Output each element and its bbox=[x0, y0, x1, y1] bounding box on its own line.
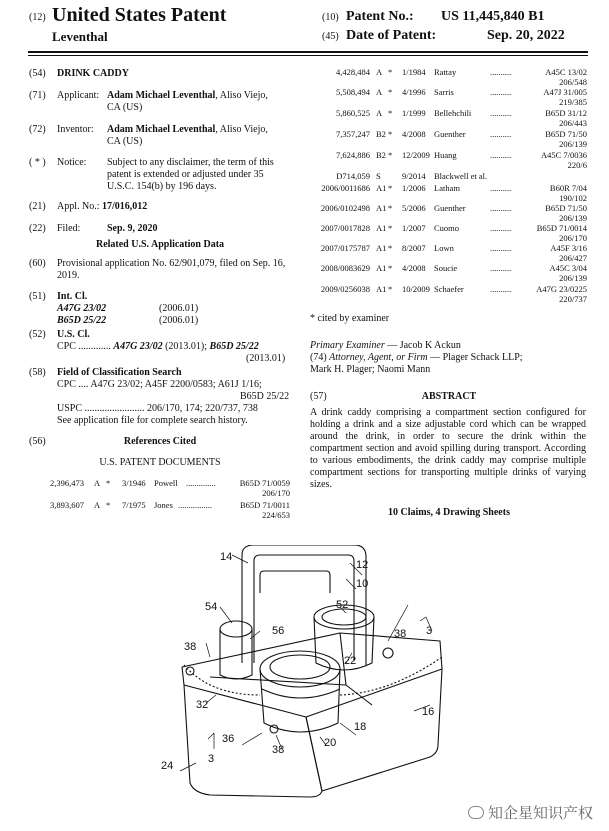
ref-kind: B2 bbox=[376, 150, 386, 160]
watermark bbox=[468, 802, 593, 823]
intcl-label: Int. Cl. bbox=[57, 291, 88, 302]
attorney-name-2: Mark H. Plager; Naomi Mann bbox=[310, 364, 431, 375]
code-52: (52) bbox=[29, 329, 46, 340]
ref-number: 7,624,886 bbox=[336, 150, 370, 160]
table-row: 3,893,607 A * 7/1975 Jones ................ bbox=[50, 500, 212, 510]
fig-label-22: 22 bbox=[344, 655, 357, 667]
cited-note: * cited by examiner bbox=[310, 313, 390, 324]
ref-date: 8/2007 bbox=[402, 243, 426, 253]
attorney-name: — Plager Schack LLP; bbox=[430, 352, 523, 363]
table-row: 2009/0256038 A1 * 10/2009 Schaefer .......... bbox=[300, 284, 590, 294]
claims-summary: 10 Claims, 4 Drawing Sheets bbox=[388, 507, 510, 518]
cpc-date-1: (2013.01); bbox=[165, 341, 208, 352]
table-row: 4,428,484 A * 1/1984 Rattay .......... bbox=[300, 67, 590, 77]
ref-star: * bbox=[388, 284, 393, 294]
ref-kind: A1 bbox=[376, 223, 387, 233]
ref-class: A45F 3/16 bbox=[550, 243, 587, 253]
fig-label-38: 38 bbox=[394, 628, 407, 640]
ref-class: B65D 71/50 bbox=[545, 129, 587, 139]
ref-class: B65D 71/0014 bbox=[536, 223, 587, 233]
patent-title-banner: United States Patent bbox=[52, 4, 227, 26]
appl-line bbox=[57, 201, 147, 213]
ref-kind: A1 bbox=[376, 203, 387, 213]
field-label: Field of Classification Search bbox=[57, 367, 182, 378]
field-cpc-2: B65D 25/22 bbox=[240, 391, 290, 402]
fig-label-52: 52 bbox=[336, 599, 349, 611]
table-row: 7,624,886 B2 * 12/2009 Huang .......... bbox=[300, 150, 590, 160]
ref-date: 4/2008 bbox=[402, 129, 426, 139]
ref-kind: A1 bbox=[376, 284, 387, 294]
patent-no-label: Patent No.: bbox=[346, 9, 414, 24]
leader-54 bbox=[220, 607, 232, 623]
ref-kind: A1 bbox=[376, 243, 387, 253]
ref-number: 2007/0175787 bbox=[320, 243, 370, 253]
code-72: (72) bbox=[29, 124, 46, 135]
filed-label: Filed: bbox=[57, 223, 81, 234]
notice-label: Notice: bbox=[57, 157, 87, 168]
fig-label-14: 14 bbox=[220, 551, 233, 563]
fig-label-10: 10 bbox=[356, 578, 369, 590]
ref-name: Guenther bbox=[434, 129, 466, 139]
table-row bbox=[300, 171, 590, 181]
ref-class-2: 206/443 bbox=[559, 118, 587, 128]
inventor-country: CA (US) bbox=[107, 136, 143, 147]
inventor-location: , Aliso Viejo, bbox=[215, 124, 268, 135]
ref-date: 1/2007 bbox=[402, 223, 426, 233]
cup-band bbox=[262, 689, 340, 698]
ref-class-2: 206/427 bbox=[559, 253, 587, 263]
leader-36 bbox=[242, 733, 262, 745]
ref-star: * bbox=[106, 478, 111, 488]
ref-date: 1/1984 bbox=[402, 67, 426, 77]
abstract-heading: ABSTRACT bbox=[421, 391, 477, 402]
field-uspc: USPC ........................ 206/170, 174; 220/737, 738 bbox=[57, 403, 258, 414]
ref-number: 5,508,494 bbox=[336, 87, 370, 97]
ref-star: * bbox=[388, 129, 393, 139]
ref-star: * bbox=[106, 500, 111, 510]
ref-number: 2008/0083629 bbox=[320, 263, 370, 273]
wechat-icon bbox=[468, 806, 484, 819]
ref-kind: B2 bbox=[376, 129, 386, 139]
table-row: 2007/0017828 A1 * 1/2007 Cuomo .......... bbox=[300, 223, 590, 233]
ref-star: * bbox=[388, 203, 393, 213]
fig-label-3: 3 bbox=[208, 753, 215, 765]
ref-number: D714,059 bbox=[336, 171, 370, 181]
attorney-label: Attorney, Agent, or Firm bbox=[329, 352, 428, 363]
ref-name: Blackwell et al. bbox=[434, 171, 488, 181]
code-notice: ( * ) bbox=[29, 157, 46, 168]
applicant-country: CA (US) bbox=[107, 102, 143, 113]
ref-date: 3/1946 bbox=[122, 478, 146, 488]
fig-label-16: 16 bbox=[422, 706, 435, 718]
fig-label-38: 38 bbox=[272, 744, 285, 756]
ref-class-2: 206/170 bbox=[262, 488, 290, 498]
drink-caddy-figure bbox=[150, 545, 470, 800]
table-row: 5,508,494 A * 4/1996 Sarris .......... bbox=[300, 87, 590, 97]
ref-name: Huang bbox=[434, 150, 457, 160]
ref-star: * bbox=[388, 87, 393, 97]
filed-date: Sep. 9, 2020 bbox=[107, 223, 158, 234]
ref-kind: A bbox=[94, 478, 101, 488]
ref-class: B65D 71/50 bbox=[545, 203, 587, 213]
ref-kind: A1 bbox=[376, 263, 387, 273]
ref-name: Sarris bbox=[434, 87, 454, 97]
ref-class: A47J 31/005 bbox=[543, 87, 587, 97]
ref-number: 2006/0102498 bbox=[320, 203, 370, 213]
fig-label-20: 20 bbox=[324, 737, 337, 749]
ref-name: Powell bbox=[154, 478, 178, 488]
intcl-code: B65D 25/22 bbox=[57, 315, 107, 326]
fig-label-12: 12 bbox=[356, 559, 369, 571]
related-heading: Related U.S. Application Data bbox=[95, 239, 225, 250]
ref-name: Soucie bbox=[434, 263, 458, 273]
code-22: (22) bbox=[29, 223, 46, 234]
cup-lid-54 bbox=[220, 621, 252, 637]
code-57: (57) bbox=[310, 391, 327, 402]
cord-toggle bbox=[383, 648, 393, 658]
ref-kind: A bbox=[376, 67, 383, 77]
cord-toggle bbox=[270, 725, 278, 733]
table-row: 5,860,525 A * 1/1999 Bellehchili .......... bbox=[300, 108, 590, 118]
ref-number: 2007/0017828 bbox=[320, 223, 370, 233]
code-45: (45) bbox=[322, 31, 339, 42]
ref-star: * bbox=[388, 108, 393, 118]
header-rule-thin bbox=[28, 55, 588, 56]
fig-label-24: 24 bbox=[161, 760, 174, 772]
cup-lid-front bbox=[260, 651, 340, 687]
ref-class-2: 206/139 bbox=[559, 213, 587, 223]
inventor-label: Inventor: bbox=[57, 124, 94, 135]
ref-kind: A bbox=[94, 500, 101, 510]
code-12: (12) bbox=[29, 12, 46, 23]
cpc-prefix: CPC ............. bbox=[57, 341, 111, 352]
ref-class: B65D 31/12 bbox=[545, 108, 587, 118]
ref-class-2: 190/102 bbox=[559, 193, 587, 203]
fig-label-56: 56 bbox=[272, 625, 285, 637]
ref-class: A45C 7/0036 bbox=[540, 150, 587, 160]
ref-star: * bbox=[388, 263, 393, 273]
leader-38a bbox=[206, 643, 210, 657]
patent-number: US 11,445,840 B1 bbox=[441, 9, 545, 24]
intcl-date: (2006.01) bbox=[159, 303, 199, 314]
ref-class: B65D 71/0011 bbox=[240, 500, 290, 510]
handle-grip bbox=[260, 571, 330, 593]
attorney-line bbox=[310, 352, 523, 364]
inventor-surname: Leventhal bbox=[52, 29, 108, 44]
ref-date: 4/1996 bbox=[402, 87, 426, 97]
ref-name: Rattay bbox=[434, 67, 457, 77]
ref-date: 5/2006 bbox=[402, 203, 426, 213]
notice-text: Subject to any disclaimer, the term of this patent is extended or adjusted under 35 U.S.C. 154(b) by 196 days. bbox=[107, 157, 274, 192]
ref-date: 12/2009 bbox=[402, 150, 430, 160]
cpc-date-2: (2013.01) bbox=[246, 353, 286, 364]
fig-label-18: 18 bbox=[354, 721, 367, 733]
ref-class-2: 206/548 bbox=[559, 77, 587, 87]
leader-14 bbox=[232, 555, 248, 563]
cpc-code-1: A47G 23/02 bbox=[113, 341, 163, 352]
ref-class: A47G 23/0225 bbox=[536, 284, 587, 294]
ref-number: 2009/0256038 bbox=[320, 284, 370, 294]
inventor-name: Adam Michael Leventhal bbox=[107, 124, 216, 135]
ref-kind: A1 bbox=[376, 183, 387, 193]
ref-star: * bbox=[388, 223, 393, 233]
invention-title: DRINK CADDY bbox=[57, 68, 129, 79]
ref-number: 7,357,247 bbox=[336, 129, 370, 139]
table-row: 2008/0083629 A1 * 4/2008 Soucie .......... bbox=[300, 263, 590, 273]
cpc-code-2: B65D 25/22 bbox=[209, 341, 259, 352]
code-56: (56) bbox=[29, 436, 46, 447]
appl-number: 17/016,012 bbox=[102, 201, 148, 212]
ref-class-2: 220/6 bbox=[567, 160, 587, 170]
applicant-name: Adam Michael Leventhal bbox=[107, 90, 216, 101]
fig-label-32: 32 bbox=[196, 699, 209, 711]
ref-name: Bellehchili bbox=[434, 108, 472, 118]
ref-date: 10/2009 bbox=[402, 284, 430, 294]
ref-kind: S bbox=[376, 171, 381, 181]
uscl-label: U.S. Cl. bbox=[57, 329, 90, 340]
ref-class-2: 220/737 bbox=[559, 294, 587, 304]
ref-star: * bbox=[388, 67, 393, 77]
date-label: Date of Patent: bbox=[346, 28, 437, 43]
header-rule-thick bbox=[28, 51, 588, 53]
ref-date: 7/1975 bbox=[122, 500, 146, 510]
ref-date: 9/2014 bbox=[402, 171, 426, 181]
ref-class: A45C 3/04 bbox=[549, 263, 587, 273]
ref-class: A45C 13/02 bbox=[545, 67, 587, 77]
bag-side bbox=[306, 669, 442, 791]
leader-24 bbox=[180, 763, 196, 771]
code-58: (58) bbox=[29, 367, 46, 378]
ref-name: Lown bbox=[434, 243, 454, 253]
ref-number: 3,893,607 bbox=[50, 500, 84, 510]
field-note: See application file for complete search history. bbox=[57, 415, 248, 426]
code-54: (54) bbox=[29, 68, 46, 79]
ref-star: * bbox=[388, 243, 393, 253]
ref-number: 2,396,473 bbox=[50, 478, 84, 488]
intcl-code: A47G 23/02 bbox=[57, 303, 107, 314]
ref-star: * bbox=[388, 150, 393, 160]
fig-label-3: 3 bbox=[426, 625, 433, 637]
ref-class-2: 206/170 bbox=[559, 233, 587, 243]
table-row: 2007/0175787 A1 * 8/2007 Lown .......... bbox=[300, 243, 590, 253]
provisional-text: Provisional application No. 62/901,079, filed on Sep. 16, 2019. bbox=[57, 258, 286, 281]
fig-label-54: 54 bbox=[205, 601, 218, 613]
ref-class: B60R 7/04 bbox=[549, 183, 587, 193]
ref-star: * bbox=[388, 183, 393, 193]
watermark-text: 知企星知识产权 bbox=[487, 804, 593, 822]
code-10: (10) bbox=[322, 12, 339, 23]
fig-label-36: 36 bbox=[222, 733, 235, 745]
us-docs-heading: U.S. PATENT DOCUMENTS bbox=[99, 457, 221, 468]
table-row: 2006/0011686 A1 * 1/2006 Latham .......... bbox=[300, 183, 590, 193]
inventor-line bbox=[107, 124, 268, 136]
ref-date: 1/1999 bbox=[402, 108, 426, 118]
ref-kind: A bbox=[376, 87, 383, 97]
ref-kind: A bbox=[376, 108, 383, 118]
table-row: 2006/0102498 A1 * 5/2006 Guenther .......... bbox=[300, 203, 590, 213]
code-60: (60) bbox=[29, 258, 46, 269]
appl-label: Appl. No.: bbox=[57, 201, 100, 212]
intcl-date: (2006.01) bbox=[159, 315, 199, 326]
ref-class-2: 206/139 bbox=[559, 139, 587, 149]
code-21: (21) bbox=[29, 201, 46, 212]
ref-class-2: 206/139 bbox=[559, 273, 587, 283]
examiner-name: — Jacob K Ackun bbox=[387, 340, 461, 351]
ref-name: Cuomo bbox=[434, 223, 460, 233]
table-row: 2,396,473 A * 3/1946 Powell .............. bbox=[50, 478, 216, 488]
applicant-line bbox=[107, 90, 268, 102]
ref-name: Schaefer bbox=[434, 284, 464, 294]
ref-name: Guenther bbox=[434, 203, 466, 213]
cpc-line bbox=[57, 341, 259, 353]
applicant-location: , Aliso Viejo, bbox=[215, 90, 268, 101]
code-71: (71) bbox=[29, 90, 46, 101]
ref-number: 4,428,484 bbox=[336, 67, 370, 77]
examiner-label: Primary Examiner bbox=[310, 340, 385, 351]
ref-date: 4/2008 bbox=[402, 263, 426, 273]
ref-class-2: 219/385 bbox=[559, 97, 587, 107]
table-row: 7,357,247 B2 * 4/2008 Guenther .......... bbox=[300, 129, 590, 139]
ref-number: 5,860,525 bbox=[336, 108, 370, 118]
ref-name: Latham bbox=[434, 183, 460, 193]
cup-lid-inner-front bbox=[270, 655, 330, 679]
section-arrow-3 bbox=[208, 733, 214, 749]
code-51: (51) bbox=[29, 291, 46, 302]
ref-class: B65D 71/0059 bbox=[239, 478, 290, 488]
ref-class-2: 224/653 bbox=[262, 510, 290, 520]
code-74: (74) bbox=[310, 352, 327, 363]
ref-date: 1/2006 bbox=[402, 183, 426, 193]
field-cpc-1: CPC .... A47G 23/02; A45F 2200/0583; A61J 1/16; bbox=[57, 379, 262, 390]
examiner-line bbox=[310, 340, 461, 352]
refs-heading: References Cited bbox=[123, 436, 197, 447]
applicant-label: Applicant: bbox=[57, 90, 100, 101]
fig-label-38: 38 bbox=[184, 641, 197, 653]
ref-number: 2006/0011686 bbox=[321, 183, 370, 193]
patent-date: Sep. 20, 2022 bbox=[487, 28, 565, 43]
abstract-text: A drink caddy comprising a compartment section configured for holding a drink and a size adjustable cord which can be wrapped around the drink, in order to secure the drink within the compartment section and avoid spilling during transport. According to various embodiments, the drink caddy may comprise multiple compartment sections for transporting multiple drinks of varying sizes. bbox=[310, 407, 586, 490]
ref-name: Jones bbox=[154, 500, 173, 510]
